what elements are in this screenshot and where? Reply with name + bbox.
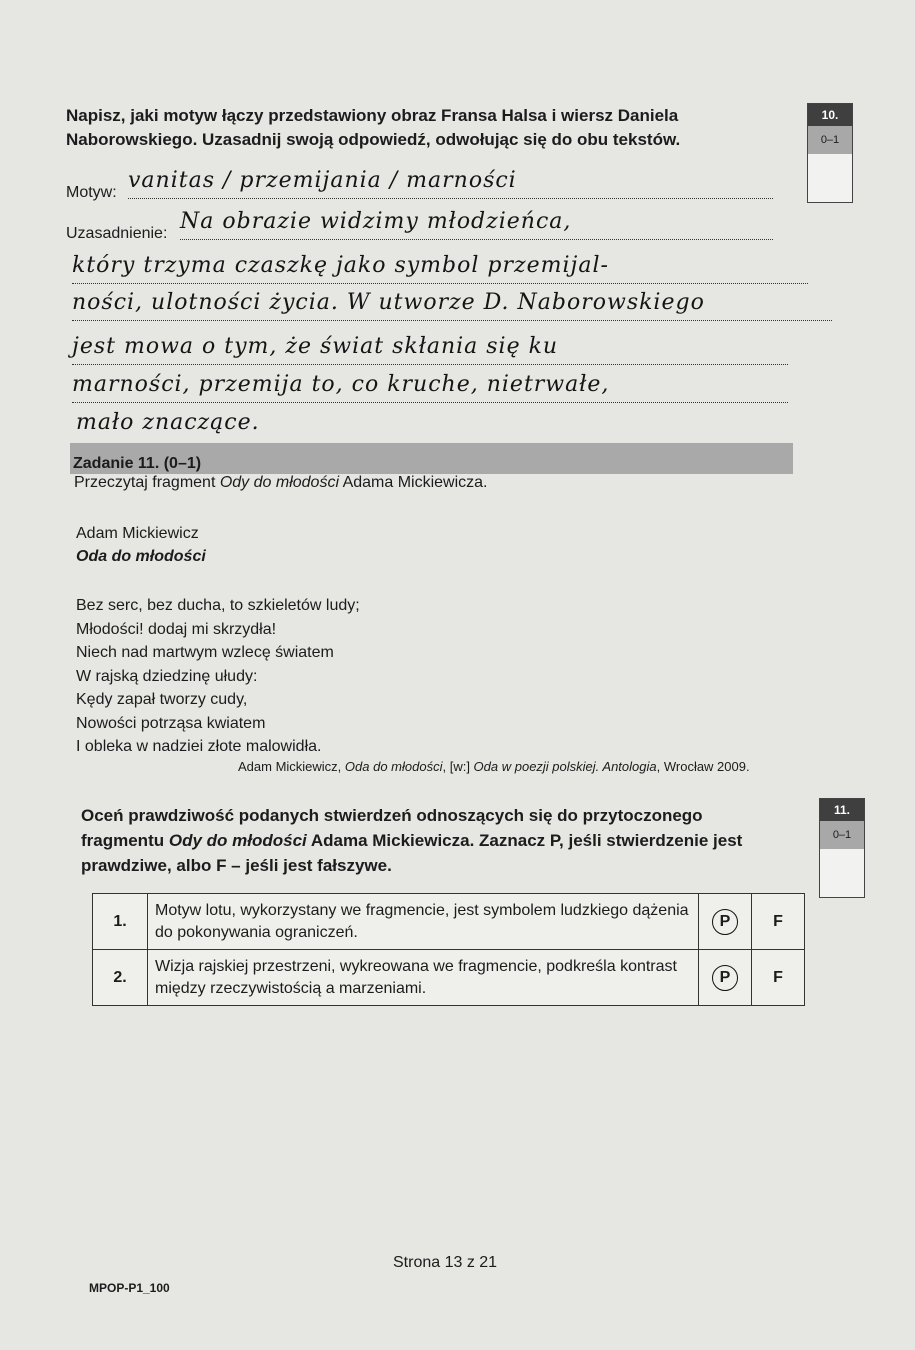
justification-line[interactable]: Na obrazie widzimy młodzieńca, (180, 209, 773, 240)
motif-label: Motyw: (66, 184, 117, 201)
statement-text: Wizja rajskiej przestrzeni, wykreowana we fragmencie, podkreśla kontrast między rzeczywistością a marzeniami. (148, 950, 699, 1006)
task11-header: Zadanie 11. (0–1) (70, 443, 793, 474)
row-number: 2. (93, 950, 148, 1006)
exam-code: MPOP-P1_100 (89, 1281, 170, 1295)
page-number: Strona 13 z 21 (393, 1254, 498, 1271)
poem-text: Bez serc, bez ducha, to szkieletów ludy; Młodości! dodaj mi skrzydła! Niech nad martwym wzlecę światem W rajską dziedzinę ułudy: Kędy zapał tworzy cudy, Nowości potrząsa kwiatem I obleka w nadziei złote malowidła. (76, 597, 360, 755)
task11-intro: Przeczytaj fragment Ody do młodości Adama Mickiewicza. (74, 474, 488, 491)
option-p-selected[interactable]: P (699, 950, 752, 1006)
statement-text: Motyw lotu, wykorzystany we fragmencie, jest symbolem ludzkiego dążenia do pokonywania ograniczeń. (148, 894, 699, 950)
score-field[interactable] (820, 849, 864, 897)
task10-prompt: Napisz, jaki motyw łączy przedstawiony obraz Fransa Halsa i wiersz Daniela Naborowskiego. Uzasadnij swoją odpowiedź, odwołując się do obu tekstów. (66, 106, 681, 149)
task11-instruction: Oceń prawdziwość podanych stwierdzeń odnoszących się do przytoczonego fragmentu Ody do młodości Adama Mickiewicza. Zaznacz P, jeśli stwierdzenie jest prawdziwe, albo F – jeśli jest fałszywe. (81, 806, 743, 875)
justification-line[interactable]: mało znaczące. (76, 410, 260, 435)
table-row (93, 950, 805, 1006)
option-f[interactable]: F (752, 894, 805, 950)
justification-line[interactable]: ności, ulotności życia. W utworze D. Naborowskiego (72, 290, 832, 321)
row-number: 1. (93, 894, 148, 950)
justification-line[interactable]: marności, przemija to, co kruche, nietrwałe, (72, 372, 788, 403)
justification-line[interactable]: jest mowa o tym, że świat skłania się ku (72, 334, 788, 365)
option-f[interactable]: F (752, 950, 805, 1006)
score-box-10: 10. 0–1 (807, 103, 853, 203)
poem-title: Oda do młodości (76, 548, 206, 565)
justification-label: Uzasadnienie: (66, 225, 168, 242)
score-box-11: 11. 0–1 (819, 798, 865, 898)
poem-author: Adam Mickiewicz (76, 525, 199, 542)
true-false-table (92, 893, 805, 1006)
score-field[interactable] (808, 154, 852, 202)
table-row (93, 894, 805, 950)
justification-line[interactable]: który trzyma czaszkę jako symbol przemijal- (72, 253, 808, 284)
poem-source: Adam Mickiewicz, Oda do młodości, [w:] Oda w poezji polskiej. Antologia, Wrocław 2009. (238, 759, 750, 774)
motif-answer-field[interactable]: vanitas / przemijania / marności (128, 168, 773, 199)
option-p-selected[interactable]: P (699, 894, 752, 950)
